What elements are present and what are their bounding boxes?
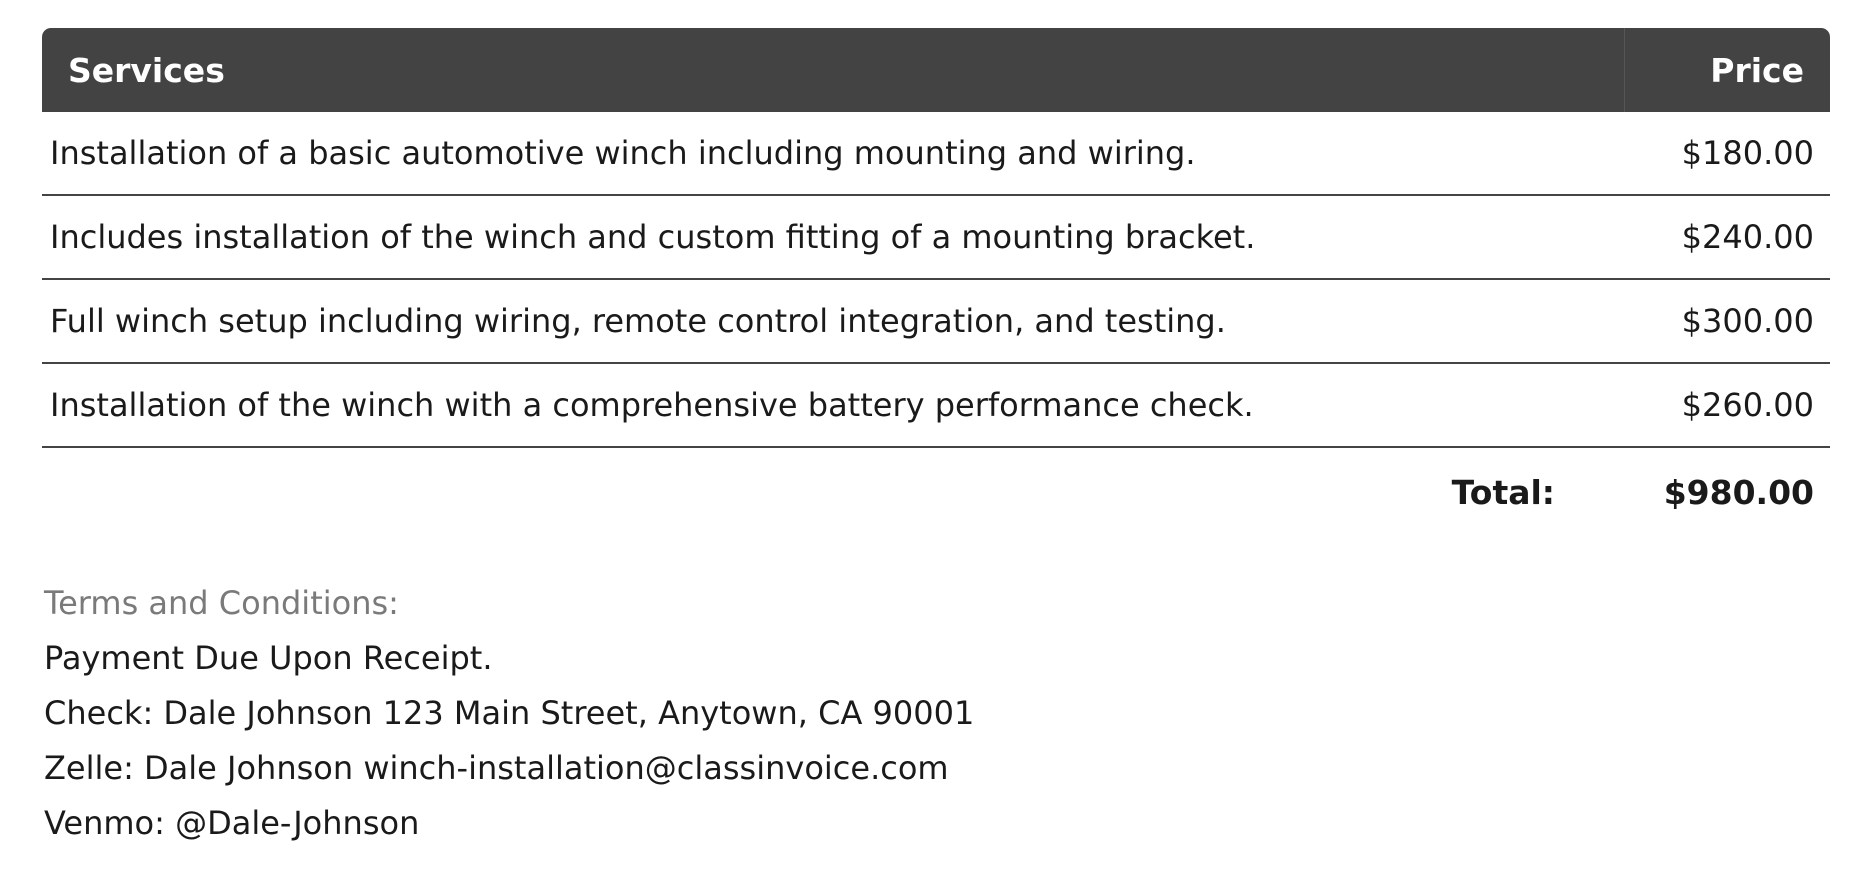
price-cell: $260.00 — [1681, 386, 1814, 424]
service-description-cell: Installation of a basic automotive winch including mounting and wiring. — [50, 134, 1196, 172]
terms-line-payment: Payment Due Upon Receipt. — [44, 639, 493, 677]
table-row — [42, 112, 1830, 196]
service-description-cell: Includes installation of the winch and custom fitting of a mounting bracket. — [50, 218, 1256, 256]
table-header-row — [42, 28, 1830, 112]
terms-section — [44, 576, 1830, 851]
price-column-header: Price — [1710, 50, 1804, 90]
price-cell: $240.00 — [1681, 218, 1814, 256]
terms-heading: Terms and Conditions: — [44, 584, 399, 622]
table-row — [42, 196, 1830, 280]
total-label: Total: — [1451, 472, 1555, 512]
price-cell: $300.00 — [1681, 302, 1814, 340]
service-description-cell: Installation of the winch with a comprehensive battery performance check. — [50, 386, 1254, 424]
table-row — [42, 364, 1830, 448]
terms-line-venmo: Venmo: @Dale-Johnson — [44, 804, 420, 842]
services-column-header: Services — [42, 28, 1625, 112]
services-table — [42, 28, 1830, 536]
service-description-cell: Full winch setup including wiring, remote control integration, and testing. — [50, 302, 1226, 340]
terms-line-zelle: Zelle: Dale Johnson winch-installation@classinvoice.com — [44, 749, 949, 787]
price-cell: $180.00 — [1681, 134, 1814, 172]
table-row — [42, 280, 1830, 364]
total-row — [42, 448, 1830, 536]
terms-line-check: Check: Dale Johnson 123 Main Street, Anytown, CA 90001 — [44, 694, 975, 732]
total-amount: $980.00 — [1663, 472, 1814, 512]
